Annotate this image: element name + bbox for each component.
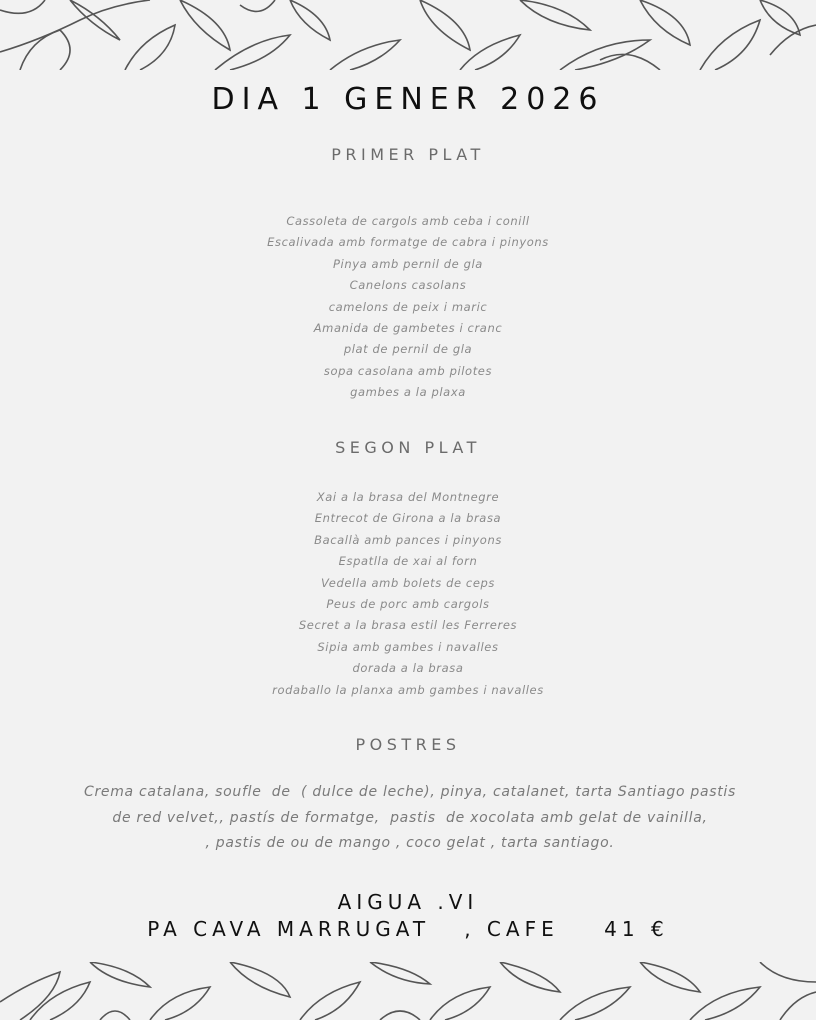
menu-item: Escalivada amb formatge de cabra i pinyons [267, 235, 549, 250]
menu-item: Pinya amb pernil de gla [333, 256, 483, 271]
menu-item: Canelons casolans [349, 278, 467, 293]
menu-item: Bacallà amb pances i pinyons [314, 532, 502, 547]
footer-price-line: PA CAVA MARRUGAT , CAFE 41 € [147, 917, 669, 941]
menu-item: Xai a la brasa del Montnegre [316, 490, 500, 504]
menu-item: camelons de peix i maric [328, 299, 488, 314]
bottom-leaf-decoration-icon [0, 962, 816, 1020]
primer-plat-heading: PRIMER PLAT [331, 145, 485, 164]
menu-item: Peus de porc amb cargols [326, 596, 490, 611]
menu-item: sopa casolana amb pilotes [323, 363, 493, 378]
menu-item: rodaballo la planxa amb gambes i navalles [272, 682, 544, 697]
postres-description [80, 780, 740, 857]
menu-item: dorada a la brasa [352, 661, 464, 676]
segon-plat-list [0, 487, 816, 701]
menu-item: Vedella amb bolets de ceps [320, 575, 496, 590]
menu-item: plat de pernil de gla [343, 342, 473, 357]
top-leaf-decoration-icon [0, 0, 816, 70]
segon-plat-heading: SEGON PLAT [335, 438, 481, 457]
menu-item: Secret a la brasa estil les Ferreres [298, 618, 518, 633]
primer-plat-list [0, 211, 816, 404]
postres-heading: POSTRES [355, 735, 461, 754]
menu-item: Cassoleta de cargols amb ceba i conill [286, 214, 530, 228]
postres-line: , pastis de ou de mango , coco gelat , tarta santiago. [205, 835, 615, 851]
menu-item: Amanida de gambetes i cranc [313, 320, 503, 335]
menu-item: Espatlla de xai al forn [338, 554, 478, 569]
menu-item: Entrecot de Girona a la brasa [314, 511, 502, 526]
postres-line: Crema catalana, soufle de ( dulce de leche), pinya, catalanet, tarta Santiago pastis [83, 784, 737, 800]
menu-item: Sipia amb gambes i navalles [317, 639, 499, 654]
footer-drinks: AIGUA .VI [337, 890, 479, 914]
menu-item: gambes a la plaxa [350, 385, 466, 400]
page-title: DIA 1 GENER 2026 [211, 82, 605, 117]
postres-line: de red velvet,, pastís de formatge, pastis de xocolata amb gelat de vainilla, [112, 809, 708, 826]
